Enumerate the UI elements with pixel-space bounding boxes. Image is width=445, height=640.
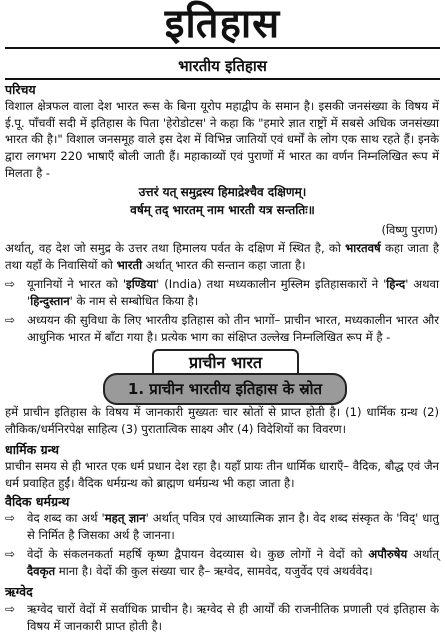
vedic-texts-heading: वैदिक धर्मग्रन्थ [5, 494, 70, 509]
bullet-veda-meaning: ⇨ वेद शब्द का अर्थ 'महत् ज्ञान' अर्थात् पवित्र एवं आध्यात्मिक ज्ञान है। वेद शब्द संस्कृत के 'विद्' धातु से निर्मित है जिसका अर्थ है जानना। [5, 511, 439, 542]
bullet-veda-compiler: ⇨ वेदों के संकलनकर्ता महर्षि कृष्ण द्वैपायन वेदव्यास थे। कुछ लोगों ने वेदों को अपौरुषेय अर्थात् दैवकृत माना है। वेदों की कुल संख्या चार है– ऋग्वेद, सामवेद, यजुर्वेद एवं अथर्ववेद। [5, 547, 439, 578]
ancient-sources-banner: 1. प्राचीन भारतीय इतिहास के स्रोत [103, 373, 347, 405]
verse-line-1: उत्तरं यत् समुद्रस्य हिमाद्रेश्चैव दक्षिणम्। [138, 185, 307, 199]
verse-source: (विष्णु पुराण) [381, 223, 438, 237]
arrow-right-hollow-icon: ⇨ [5, 277, 16, 291]
religious-texts-paragraph: प्राचीन समय से ही भारत एक धर्म प्रधान देश रहा है। यहाँ प्रायः तीन धार्मिक धाराएँ– वैदिक, बौद्ध एवं जैन धर्म प्रवाहित हुईं। वैदिक धर्मग्रन्थ को ब्राह्मण धर्मग्रन्थ भी कहा जाता है। [5, 459, 439, 490]
arrow-right-hollow-icon: ⇨ [5, 313, 16, 327]
intro-heading: परिचय [5, 82, 36, 97]
rigveda-heading: ऋग्वेद [5, 584, 33, 599]
bullet-india-names: ⇨ यूनानियों ने भारत को 'इण्डिया' (India) तथा मध्यकालीन मुस्लिम इतिहासकारों ने 'हिन्द' अथवा 'हिन्दुस्तान' के नाम से सम्बोधित किया है। [5, 277, 440, 308]
section-rule [5, 78, 440, 80]
bullet-rigveda-oldest: ⇨ ऋग्वेद चारों वेदों में सर्वाधिक प्राचीन है। ऋग्वेद से ही आर्यों की राजनीतिक प्रणाली एवं इतिहास के विषय में जानकारी प्राप्त होती है। [5, 602, 439, 633]
bharatvarsh-paragraph: अर्थात्, वह देश जो समुद्र के उत्तर तथा हिमालय पर्वत के दक्षिण में स्थित है, को भारतवर्ष कहा जाता है तथा यहाँ के निवासियों को भारती अर्थात् भारत की सन्तान कहा जाता है। [5, 241, 439, 272]
ancient-india-tab: प्राचीन भारत [152, 349, 299, 375]
sources-paragraph: हमें प्राचीन इतिहास के विषय में जानकारी मुख्यतः चार स्रोतों से प्राप्त होती है। (1) धार्मिक ग्रन्थ (2) लौकिक/धर्मनिरपेक्ष साहित्य (3) पुरातात्विक साक्ष्य और (4) विदेशियों का विवरण। [5, 405, 439, 436]
title-rule-top [5, 47, 440, 49]
arrow-right-hollow-icon: ⇨ [5, 547, 16, 561]
religious-texts-heading: धार्मिक ग्रन्थ [5, 442, 59, 457]
intro-paragraph: विशाल क्षेत्रफल वाला देश भारत रूस के बिना यूरोप महाद्वीप के समान है। इसकी जनसंख्या के विषय में ई.पू. पाँचवीं सदी में इतिहास के पिता 'हेरोडोटस' ने कहा कि "हमारे ज्ञात राष्ट्रों में सबसे अधिक जनसंख्या भारत की है।" विशाल जनसमूह वाले इस देश में विभिन्न जातियों एवं धर्मों के लोग एक साथ रहते हैं। इनके द्वारा लगभग 220 भाषाएँ बोली जाती हैं। महाकाव्यों एवं पुराणों में भारत का वर्णन निम्नलिखित रूप में मिलता है - [5, 99, 439, 180]
section-title: भारतीय इतिहास [178, 57, 267, 75]
chapter-title: इतिहास [164, 1, 281, 47]
bullet-history-divisions: ⇨ अध्ययन की सुविधा के लिए भारतीय इतिहास को तीन भागों– प्राचीन भारत, मध्यकालीन भारत और आधुनिक भारत में बाँटा गया है। प्रत्येक भाग का संक्षिप्त उल्लेख निम्नलिखित रूप में है - [5, 313, 439, 344]
arrow-right-hollow-icon: ⇨ [5, 511, 16, 525]
verse-line-2: वर्षम् तद् भारतम् नाम भारती यत्र सन्ततिः॥ [130, 203, 315, 217]
arrow-right-hollow-icon: ⇨ [5, 602, 16, 616]
